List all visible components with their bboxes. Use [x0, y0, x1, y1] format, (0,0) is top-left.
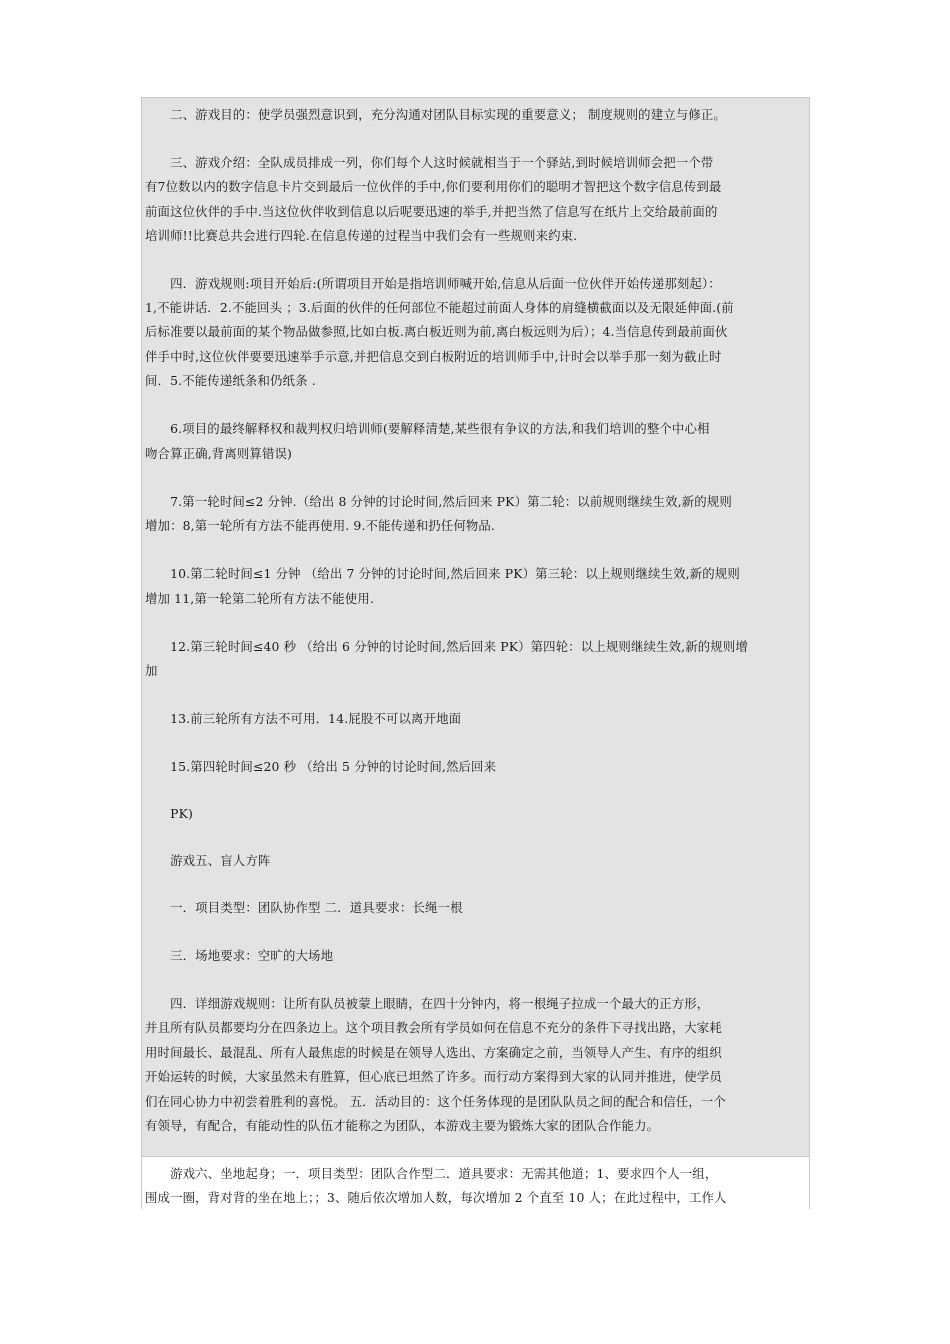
game-5-title: 游戏五、盲人方阵 [145, 853, 271, 868]
game-intro-line-4: 培训师!!比赛总共会进行四轮.在信息传递的过程当中我们会有一些规则来约束. [145, 228, 578, 243]
round-3-line-2: 加 [145, 663, 158, 678]
round-2-line-2: 增加 11,第一轮第二轮所有方法不能使用. [145, 591, 374, 606]
game-6-line-1: 游戏六、坐地起身；一．项目类型：团队合作型二．道具要求：无需其他道；1、要求四个人一组， [145, 1166, 718, 1181]
game-intro-line-1: 三、游戏介绍：全队成员排成一列，你们每个人这时候就相当于一个驿站,到时候培训师会把一个带 [145, 155, 714, 170]
game-5-venue-line: 三．场地要求：空旷的大场地 [145, 948, 334, 963]
game-purpose-line: 二、游戏目的：使学员强烈意识到，充分沟通对团队目标实现的重要意义； 制度规则的建立与修正。 [145, 107, 726, 122]
game-6-line-2: 围成一圈，背对背的坐在地上；；3、随后依次增加人数，每次增加 2 个直至 10 人；在此过程中，工作人 [145, 1190, 727, 1205]
round-2-line-1: 10.第二轮时间≤1 分钟 （给出 7 分钟的讨论时间,然后回来 PK）第三轮：以上规则继续生效,新的规则 [145, 566, 740, 581]
game-rules-line-3: 后标准要以最前面的某个物品做参照,比如白板.离白板近则为前,离白板远则为后）；4.当信息传到最前面伙 [145, 324, 728, 339]
game-intro-line-2: 有7位数以内的数字信息卡片交到最后一位伙伴的手中,你们要利用你们的聪明才智把这个数字信息传到最 [145, 179, 722, 194]
game-5-rules-line-1: 四．详细游戏规则：让所有队员被蒙上眼睛，在四十分钟内，将一根绳子拉成一个最大的正方形， [145, 996, 710, 1011]
game-5-rules-line-3: 用时间最长、最混乱、所有人最焦虑的时候是在领导人选出、方案确定之前，当领导人产生、有序的组织 [145, 1045, 722, 1060]
game-rules-line-4: 伴手中时,这位伙伴要要迅速举手示意,并把信息交到白板附近的培训师手中,计时会以举手那一刻为截止时 [145, 349, 722, 364]
rule-13-line: 13.前三轮所有方法不可用．14.屁股不可以离开地面 [145, 711, 462, 726]
game-intro-line-3: 前面这位伙伴的手中.当这位伙伴收到信息以后呢要迅速的举手,并把当然了信息写在纸片上交给最前面的 [145, 204, 718, 219]
rule-6-line-2: 吻合算正确,背离则算错误) [145, 446, 293, 461]
game-rules-line-1: 四．游戏规则:项目开始后:(所谓项目开始是指培训师喊开始,信息从后面一位伙伴开始传递那刻起）： [145, 276, 721, 291]
round-4-line: 15.第四轮时间≤20 秒 （给出 5 分钟的讨论时间,然后回来 [145, 759, 497, 774]
round-1-line-1: 7.第一轮时间≤2 分钟.（给出 8 分钟的讨论时间,然后回来 PK）第二轮：以前规则继续生效,新的规则 [145, 494, 732, 509]
game-5-rules-line-2: 并且所有队员都要均分在四条边上。这个项目教会所有学员如何在信息不充分的条件下寻找出路，大家耗 [145, 1020, 722, 1035]
game-5-rules-line-4: 开始运转的时候，大家虽然未有胜算，但心底已坦然了许多。而行动方案得到大家的认同并推进，使学员 [145, 1069, 722, 1084]
game-5-type-line: 一．项目类型：团队协作型 二．道具要求：长绳一根 [145, 900, 463, 915]
game-rules-line-2: 1,不能讲话．2.不能回头 ；3.后面的伙伴的任何部位不能超过前面人身体的肩缝横截面以及无限延伸面.(前 [145, 300, 734, 315]
round-3-line-1: 12.第三轮时间≤40 秒 （给出 6 分钟的讨论时间,然后回来 PK）第四轮：以上规则继续生效,新的规则增 [145, 639, 748, 654]
round-1-line-2: 增加：8,第一轮所有方法不能再使用. 9.不能传递和扔任何物品. [145, 518, 496, 533]
rule-6-line-1: 6.项目的最终解释权和裁判权归培训师(要解释清楚,某些很有争议的方法,和我们培训的整个中心相 [145, 421, 710, 436]
pk-line: PK) [145, 806, 193, 821]
game-rules-line-5: 间．5.不能传递纸条和仍纸条 . [145, 373, 316, 388]
game-5-rules-line-6: 有领导，有配合，有能动性的队伍才能称之为团队，本游戏主要为锻炼大家的团队合作能力。 [145, 1118, 660, 1133]
game-5-rules-line-5: 们在同心协力中初尝着胜利的喜悦。 五．活动目的：这个任务体现的是团队队员之间的配合和信任，一个 [145, 1094, 726, 1109]
